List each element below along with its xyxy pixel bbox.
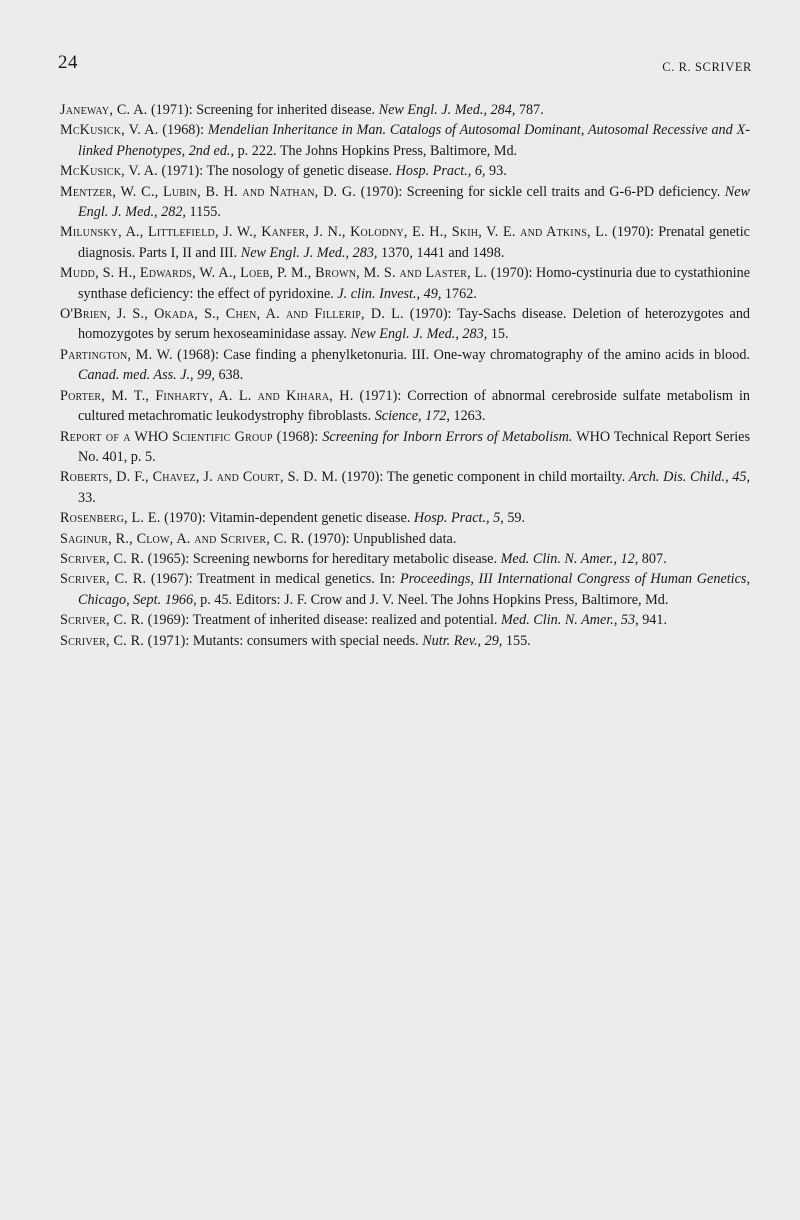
reference-text: (1970): Tay-Sachs disease. Deletion of heterozygotes and homozygotes by serum hexoseaminidase assay. — [78, 306, 751, 343]
reference-entry — [60, 222, 750, 263]
reference-authors: Mudd, S. H., Edwards, W. A., Loeb, P. M., Brown, M. S. and Laster, L. — [60, 265, 488, 282]
reference-authors: Mentzer, W. C., Lubin, B. H. and Nathan, D. G. — [60, 183, 357, 200]
reference-text: (1971): The nosology of genetic disease. — [157, 163, 396, 180]
reference-tail: 93. — [485, 163, 507, 180]
reference-authors: Saginur, R., Clow, A. and Scriver, C. R. — [60, 530, 305, 547]
reference-tail: p. 222. The Johns Hopkins Press, Baltimore, Md. — [234, 142, 518, 159]
reference-entry — [60, 182, 750, 223]
reference-text: (1965): Screening newborns for hereditary metabolic disease. — [144, 550, 501, 567]
reference-tail: 1155. — [185, 204, 221, 221]
reference-authors: Rosenberg, L. E. — [60, 510, 161, 527]
reference-entry — [60, 569, 750, 610]
running-head: C. R. SCRIVER — [662, 60, 752, 74]
reference-tail: 807. — [638, 550, 667, 567]
reference-authors: Scriver, C. R. — [60, 632, 145, 649]
reference-authors: Scriver, C. R. — [60, 612, 145, 629]
reference-text-continued: (1968): — [272, 428, 323, 445]
reference-text: (1971): Screening for inherited disease. — [147, 102, 379, 118]
reference-authors: O'Brien, J. S., Okada, S., Chen, A. and Fillerip, D. L. — [60, 306, 404, 323]
reference-authors: McKusick, V. A. — [60, 122, 159, 139]
reference-text: (1970): Prenatal genetic diagnosis. Parts I, II and III. — [78, 224, 750, 261]
reference-authors: Roberts, D. F., Chavez, J. and Court, S. D. M. — [60, 469, 338, 486]
reference-entry — [60, 508, 750, 528]
reference-text: (1971): Mutants: consumers with special needs. — [144, 632, 423, 649]
reference-journal: Proceedings, III International Congress of Human Genetics, Chicago, Sept. 1966, — [78, 571, 750, 608]
reference-text: (1970): Screening for sickle cell traits and G-6-PD deficiency. — [356, 183, 725, 200]
reference-list — [60, 100, 750, 651]
reference-text: (1970): Vitamin-dependent genetic disease. — [160, 510, 414, 527]
reference-tail: 1370, 1441 and 1498. — [377, 244, 505, 261]
reference-journal: New Engl. J. Med., 282, — [78, 183, 751, 221]
reference-entry — [60, 610, 750, 630]
reference-journal: Med. Clin. N. Amer., 53, — [500, 612, 639, 629]
reference-tail: 638. — [214, 367, 244, 384]
reference-text: (1970): Unpublished data. — [304, 530, 457, 547]
reference-entry — [60, 161, 750, 181]
reference-authors: Partington, M. W. — [60, 346, 173, 363]
reference-tail: 33. — [78, 489, 96, 506]
reference-journal: Mendelian Inheritance in Man. Catalogs of Autosomal Dominant, Autosomal Recessive and X-linked Phenotypes, 2nd ed., — [78, 122, 750, 159]
reference-authors: Janeway, C. A. — [60, 102, 148, 118]
reference-journal: Arch. Dis. Child., 45, — [628, 469, 751, 486]
reference-tail: 15. — [487, 326, 509, 343]
reference-text: (1968): Case finding a phenylketonuria. III. One-way chromatography of the amino acids in blood. — [172, 346, 751, 363]
reference-entry — [60, 263, 750, 304]
reference-authors: Porter, M. T., Finharty, A. L. and Kihara, H. — [60, 387, 354, 404]
reference-journal: Hosp. Pract., 6, — [395, 163, 486, 180]
reference-entry — [60, 304, 750, 345]
reference-text: (1969): Treatment of inherited disease: realized and potential. — [144, 612, 501, 629]
reference-text: (1968): — [158, 122, 208, 139]
reference-authors: Scriver, C. R. — [60, 571, 147, 588]
reference-tail: 155. — [502, 632, 531, 649]
reference-text: (1967): Treatment in medical genetics. In: — [146, 571, 400, 588]
reference-authors: McKusick, V. A. — [60, 163, 158, 180]
reference-entry — [60, 427, 750, 468]
reference-entry — [60, 100, 750, 120]
reference-tail: 1263. — [449, 408, 486, 425]
reference-journal: J. clin. Invest., 49, — [337, 285, 442, 302]
reference-entry — [60, 529, 750, 549]
reference-authors: Report of a — [60, 428, 131, 445]
reference-tail: p. 45. Editors: J. F. Crow and J. V. Neel. The Johns Hopkins Press, Baltimore, Md. — [196, 591, 669, 608]
reference-journal: Med. Clin. N. Amer., 12, — [500, 550, 639, 567]
page-number: 24 — [58, 52, 78, 73]
reference-text: (1970): Homo-cystinuria due to cystathionine synthase deficiency: the effect of pyridoxine. — [78, 265, 751, 302]
reference-journal: New Engl. J. Med., 283, — [350, 326, 488, 343]
reference-journal: Canad. med. Ass. J., 99, — [78, 367, 215, 384]
reference-journal: New Engl. J. Med., 284, — [378, 102, 516, 118]
reference-tail: 59. — [503, 510, 526, 527]
reference-tail: WHO Technical Report Series No. 401, p. 5. — [78, 428, 750, 465]
reference-authors: Milunsky, A., Littlefield, J. W., Kanfer, J. N., Kolodny, E. H., Skih, V. E. and Atkins, L. — [60, 224, 608, 241]
reference-entry — [60, 631, 750, 651]
reference-text: (1970): The genetic component in child mortailty. — [337, 469, 629, 486]
reference-journal: Hosp. Pract., 5, — [413, 510, 504, 527]
reference-entry — [60, 386, 750, 427]
reference-entry — [60, 549, 750, 569]
reference-journal: Science, 172, — [374, 408, 450, 425]
reference-text: (1971): Correction of abnormal cerebroside sulfate metabolism in cultured metachromatic leukodystrophy fibroblasts. — [78, 387, 750, 425]
reference-entry — [60, 120, 750, 161]
reference-entry — [60, 345, 750, 386]
reference-journal: Nutr. Rev., 29, — [422, 632, 503, 649]
reference-tail: 1762. — [441, 285, 477, 302]
reference-entry — [60, 467, 750, 508]
reference-text: WHO — [130, 428, 173, 445]
reference-authors: Scriver, C. R. — [60, 550, 145, 567]
reference-tail: 787. — [515, 102, 544, 118]
reference-tail: 941. — [638, 612, 668, 629]
reference-journal: Screening for Inborn Errors of Metabolism. — [322, 428, 573, 445]
reference-authors-continued: Scientific Group — [172, 428, 273, 445]
reference-journal: New Engl. J. Med., 283, — [240, 244, 378, 261]
